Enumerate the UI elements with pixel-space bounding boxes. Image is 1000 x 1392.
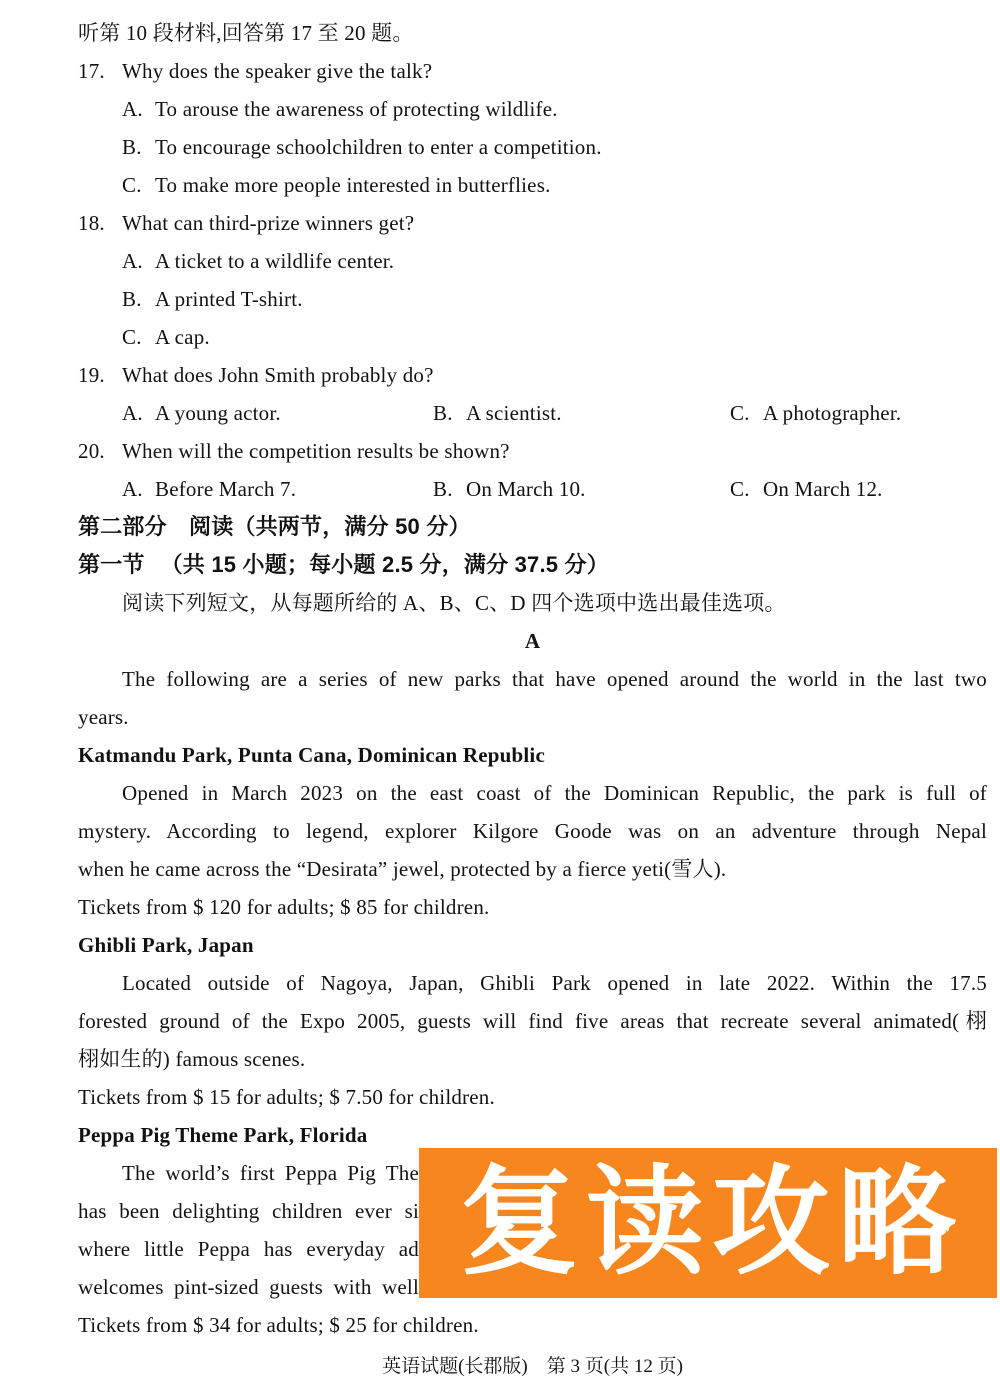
option-17-b-label: B.: [122, 135, 142, 159]
watermark-banner: [419, 1148, 997, 1298]
option-19-c: [730, 394, 901, 432]
question-17-number: 17.: [78, 59, 105, 83]
park-peppa-line-3: where little Peppa has everyday ad: [78, 1237, 419, 1261]
option-18-a-text: A ticket to a wildlife center.: [155, 249, 395, 273]
question-20-text: When will the competition results be shown?: [122, 439, 510, 463]
park-ghibli-tickets: Tickets from $ 15 for adults; $ 7.50 for children.: [78, 1085, 495, 1109]
option-18-c-label: C.: [122, 325, 142, 349]
question-18-text: What can third-prize winners get?: [122, 211, 415, 235]
option-18-b-text: A printed T-shirt.: [155, 287, 303, 311]
passage-label: A: [524, 629, 541, 653]
option-17-a: [78, 90, 987, 128]
option-17-c-text: To make more people interested in butterflies.: [155, 173, 551, 197]
option-18-a: [78, 242, 987, 280]
passage-intro-line-2: years.: [78, 705, 129, 729]
option-19-b-text: A scientist.: [466, 401, 562, 425]
option-17-c: [78, 166, 987, 204]
question-19-number: 19.: [78, 363, 105, 387]
park-katmandu-tickets: Tickets from $ 120 for adults; $ 85 for children.: [78, 895, 490, 919]
question-20-number: 20.: [78, 439, 105, 463]
park-peppa-heading: Peppa Pig Theme Park, Florida: [78, 1123, 368, 1147]
park-ghibli-line-1: Located outside of Nagoya, Japan, Ghibli Park opened in late 2022. Within the 17.5: [122, 971, 987, 995]
option-20-b: [433, 470, 586, 508]
option-18-c: [78, 318, 987, 356]
question-19: [78, 356, 987, 394]
park-ghibli-heading: Ghibli Park, Japan: [78, 933, 254, 957]
option-17-b: [78, 128, 987, 166]
section1-label: 第一节: [78, 552, 145, 577]
option-17-a-label: A.: [122, 97, 143, 121]
option-19-a-label: A.: [122, 401, 143, 425]
option-20-c: [730, 470, 883, 508]
option-20-c-text: On March 12.: [763, 477, 883, 501]
option-19-c-label: C.: [730, 401, 750, 425]
option-18-b: [78, 280, 987, 318]
option-17-c-label: C.: [122, 173, 142, 197]
option-20-c-label: C.: [730, 477, 750, 501]
option-17-b-text: To encourage schoolchildren to enter a competition.: [155, 135, 602, 159]
section1-heading: [78, 546, 987, 584]
option-20-b-text: On March 10.: [466, 477, 586, 501]
option-18-c-text: A cap.: [155, 325, 210, 349]
question-18-number: 18.: [78, 211, 105, 235]
park-katmandu-line-1: Opened in March 2023 on the east coast of the Dominican Republic, the park is full of: [122, 781, 987, 805]
question-17-text: Why does the speaker give the talk?: [122, 59, 433, 83]
watermark-text: 复读攻略: [459, 1157, 964, 1289]
park-peppa-line-1: The world’s first Peppa Pig The: [122, 1161, 419, 1185]
park-ghibli-line-2: forested ground of the Expo 2005, guests will find five areas that recreate several animated(栩: [78, 1009, 987, 1033]
option-19-b: [433, 394, 562, 432]
park-peppa-line-4: welcomes pint-sized guests with well: [78, 1275, 419, 1299]
listening-intro: 听第 10 段材料,回答第 17 至 20 题。: [78, 21, 414, 45]
option-20-b-label: B.: [433, 477, 453, 501]
part2-heading: 第二部分 阅读（共两节，满分 50 分）: [78, 514, 471, 539]
option-20-a-text: Before March 7.: [155, 477, 297, 501]
question-17: [78, 52, 987, 90]
option-19-c-text: A photographer.: [763, 401, 902, 425]
option-20-a: [122, 470, 296, 508]
option-19-a: [122, 394, 281, 432]
question-19-text: What does John Smith probably do?: [122, 363, 434, 387]
section1-detail: （共 15 小题；每小题 2.5 分，满分 37.5 分）: [160, 552, 609, 577]
option-18-a-label: A.: [122, 249, 143, 273]
reading-instruction: 阅读下列短文，从每题所给的 A、B、C、D 四个选项中选出最佳选项。: [122, 591, 786, 615]
park-katmandu-line-3: when he came across the “Desirata” jewel, protected by a fierce yeti(雪人).: [78, 857, 727, 881]
question-18: [78, 204, 987, 242]
option-20-a-label: A.: [122, 477, 143, 501]
option-19-b-label: B.: [433, 401, 453, 425]
option-19-a-text: A young actor.: [155, 401, 281, 425]
park-ghibli-line-3: 栩如生的) famous scenes.: [78, 1047, 306, 1071]
options-20-row: [78, 470, 987, 508]
option-17-a-text: To arouse the awareness of protecting wildlife.: [155, 97, 558, 121]
park-katmandu-heading: Katmandu Park, Punta Cana, Dominican Republic: [78, 743, 545, 767]
page-footer: 英语试题(长郡版) 第 3 页(共 12 页): [382, 1356, 683, 1377]
park-katmandu-line-2: mystery. According to legend, explorer Kilgore Goode was on an adventure through Nepal: [78, 819, 987, 843]
passage-intro-line-1: The following are a series of new parks that have opened around the world in the last two: [122, 667, 987, 691]
option-18-b-label: B.: [122, 287, 142, 311]
park-peppa-line-2: has been delighting children ever si: [78, 1199, 419, 1223]
options-19-row: [78, 394, 987, 432]
question-20: [78, 432, 987, 470]
park-peppa-tickets: Tickets from $ 34 for adults; $ 25 for children.: [78, 1313, 479, 1337]
